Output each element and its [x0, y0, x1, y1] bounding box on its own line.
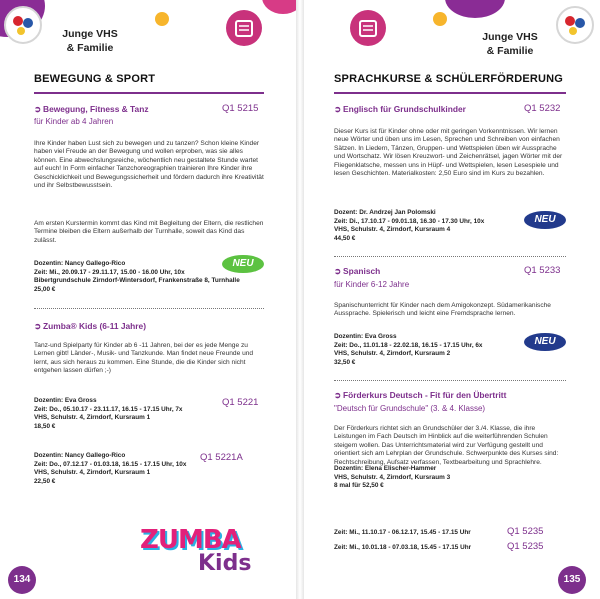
course-title-spanisch: ➲ Spanisch	[334, 266, 381, 276]
zumba-logo-text: ZUMBA	[140, 525, 241, 555]
section-title: SPRACHKURSE & SCHÜLERFÖRDERUNG	[334, 73, 564, 85]
course-code-zumba-a: Q1 5221	[222, 397, 259, 408]
kids-logo-text: Kids	[198, 551, 252, 576]
vhs-logo	[4, 6, 42, 44]
course-code-deutsch-a: Q1 5235	[507, 526, 544, 537]
divider	[334, 380, 566, 381]
course-title-deutsch: ➲ Förderkurs Deutsch - Fit für den Übertritt	[334, 390, 507, 400]
page-number: 135	[558, 566, 586, 594]
decor-circle-purple-top	[445, 0, 505, 18]
course-code: Q1 5215	[222, 103, 259, 114]
section-rule	[34, 92, 264, 94]
course-info-englisch: Dozent: Dr. Andrzej Jan Polomski Zeit: Di., 17.10.17 - 09.01.18, 16.30 - 17.30 Uhr, 10x VHS, Schulstr. 4, Zirndorf, Kursraum 4 44,50 €	[334, 209, 485, 242]
course-code-zumba-b: Q1 5221A	[200, 452, 243, 463]
new-badge: NEU	[524, 333, 566, 351]
divider	[34, 308, 264, 309]
course-info-spanisch: Dozentin: Eva Gross Zeit: Do., 11.01.18 - 22.02.18, 16.15 - 17.15 Uhr, 6x VHS, Schulstr. 4, Zirndorf, Kursraum 2 32,50 €	[334, 333, 483, 366]
course-description-englisch: Dieser Kurs ist für Kinder ohne oder mit geringen Vorkenntnissen. Wir lernen neue Wörter und üben uns im Lesen, Sprechen und Schreiben von einfachen Sätzen. In Liedern, Tänzen, Gruppen- und Wettspielen üben wir Aussprache und Wortschatz. Wir lösen Kreuzwort- und Zeichenrätsel, jagen Wörter mit der Fliegenklatsche, messen uns in Hüpf- und Wettspielen, lesen Lesespiele und lesen Geschichten. Materialkosten: 2,50 Euro sind im Kurs zu bezahlen.	[334, 128, 563, 178]
new-badge: NEU	[222, 255, 264, 273]
decor-circle-yellow	[433, 12, 447, 26]
course-subtitle-deutsch: "Deutsch für Grundschule" (3. & 4. Klasse)	[334, 404, 486, 413]
course-code-deutsch-b: Q1 5235	[507, 541, 544, 552]
divider	[334, 256, 566, 257]
course-title-englisch: ➲ Englisch für Grundschulkinder	[334, 104, 466, 114]
page-number: 134	[8, 566, 36, 594]
course-title: ➲ Bewegung, Fitness & Tanz	[34, 104, 149, 114]
section-title: BEWEGUNG & SPORT	[34, 73, 156, 85]
course-description-spanisch: Spanischunterricht für Kinder nach dem Amigokonzept. Südamerikanische Aussprache. Spielerisch und leicht eine Fremdsprache lernen.	[334, 302, 551, 318]
course-subtitle-spanisch: für Kinder 6-12 Jahre	[334, 280, 410, 289]
arrow-icon: ➲	[34, 104, 42, 114]
course-time-deutsch-b: Zeit: Mi., 10.01.18 - 07.03.18, 15.45 - 17.15 Uhr	[334, 544, 472, 551]
right-page	[300, 0, 600, 599]
header-title-right: Junge VHS & Familie	[482, 31, 538, 57]
course-code-englisch: Q1 5232	[524, 103, 561, 114]
arrow-icon: ➲	[34, 321, 42, 331]
book-gutter	[296, 0, 304, 599]
course-time-deutsch-a: Zeit: Mi., 11.10.17 - 06.12.17, 15.45 - 17.15 Uhr	[334, 529, 471, 536]
course-info-deutsch: Dozentin: Elena Elischer-Hammer VHS, Schulstr. 4, Zirndorf, Kursraum 3 8 mal für 52,50 €	[334, 465, 451, 490]
course-title-zumba: ➲ Zumba® Kids (6-11 Jahre)	[34, 321, 147, 331]
arrow-icon: ➲	[334, 104, 342, 114]
vhs-logo	[556, 6, 594, 44]
course-description-deutsch: Der Förderkurs richtet sich an Grundschüler der 3./4. Klasse, die ihre Leistungen im Fach Deutsch im Hinblick auf die weiterführenden Schulen steigern wollen. Das Unterrichtsmaterial wird zur Verfügung gestellt und orientiert sich am Lehrplan der Grundschule. Schwerpunkte des Kurses sind: Rechtschreibung, Aufsatz verfassen, Textbearbeitung und Sprachlehre.	[334, 425, 559, 466]
decor-circle-pink	[226, 10, 262, 46]
course-description-2: Am ersten Kurstermin kommt das Kind mit Begleitung der Eltern, die restlichen Termine bleiben die Eltern außerhalb der Turnhalle, soweit das Kind das zulässt.	[34, 220, 264, 244]
course-description: Ihre Kinder haben Lust sich zu bewegen und zu tanzen? Schon kleine Kinder haben viel Freude an der Bewegung und wollen erproben, was sie alles können. Eine abwechslungsreiche, wöchentlich neu gestaltete Stunde wartet auf euch! In Form einfacher Tanzchoreographien trainieren Ihre Kinder ihre Geschicklichkeit und Bewegungssicherheit und fördern dadurch ihre Kreativität und ihr Selbstbewusstsein.	[34, 140, 264, 190]
course-info: Dozentin: Nancy Gallego-Rico Zeit: Mi., 20.09.17 - 29.11.17, 15.00 - 16.00 Uhr, 10x Bibertgrundschule Zirndorf-Wintersdorf, Frankenstraße 8, Turnhalle 25,00 €	[34, 260, 240, 293]
course-info-zumba-a: Dozentin: Eva Gross Zeit: Do., 05.10.17 - 23.11.17, 16.15 - 17.15 Uhr, 7x VHS, Schulstr. 4, Zirndorf, Kursraum 1 18,50 €	[34, 397, 183, 430]
decor-circle-pink	[350, 10, 386, 46]
section-rule	[334, 92, 566, 94]
header-title-left: Junge VHS & Familie	[62, 28, 118, 54]
course-description-zumba: Tanz-und Spielparty für Kinder ab 6 -11 Jahren, bei der es jede Menge zu Lernen gibt! Länder-, Musik- und Tanzkunde. Man findet neue Freunde und lernt, aus sich heraus zu kommen. Eine Stunde, die die Kinder sich nicht entgehen lassen dürfen ;-)	[34, 342, 254, 375]
new-badge: NEU	[524, 211, 566, 229]
course-subtitle: für Kinder ab 4 Jahren	[34, 117, 114, 126]
arrow-icon: ➲	[334, 266, 342, 276]
arrow-icon: ➲	[334, 390, 342, 400]
course-info-zumba-b: Dozentin: Nancy Gallego-Rico Zeit: Do., 07.12.17 - 01.03.18, 16.15 - 17.15 Uhr, 10x VHS, Schulstr. 4, Zirndorf, Kursraum 1 22,50 €	[34, 452, 187, 485]
zumba-kids-logo	[140, 525, 270, 590]
decor-circle-yellow	[155, 12, 169, 26]
course-code-spanisch: Q1 5233	[524, 265, 561, 276]
decor-circle-pink-small	[262, 0, 300, 14]
